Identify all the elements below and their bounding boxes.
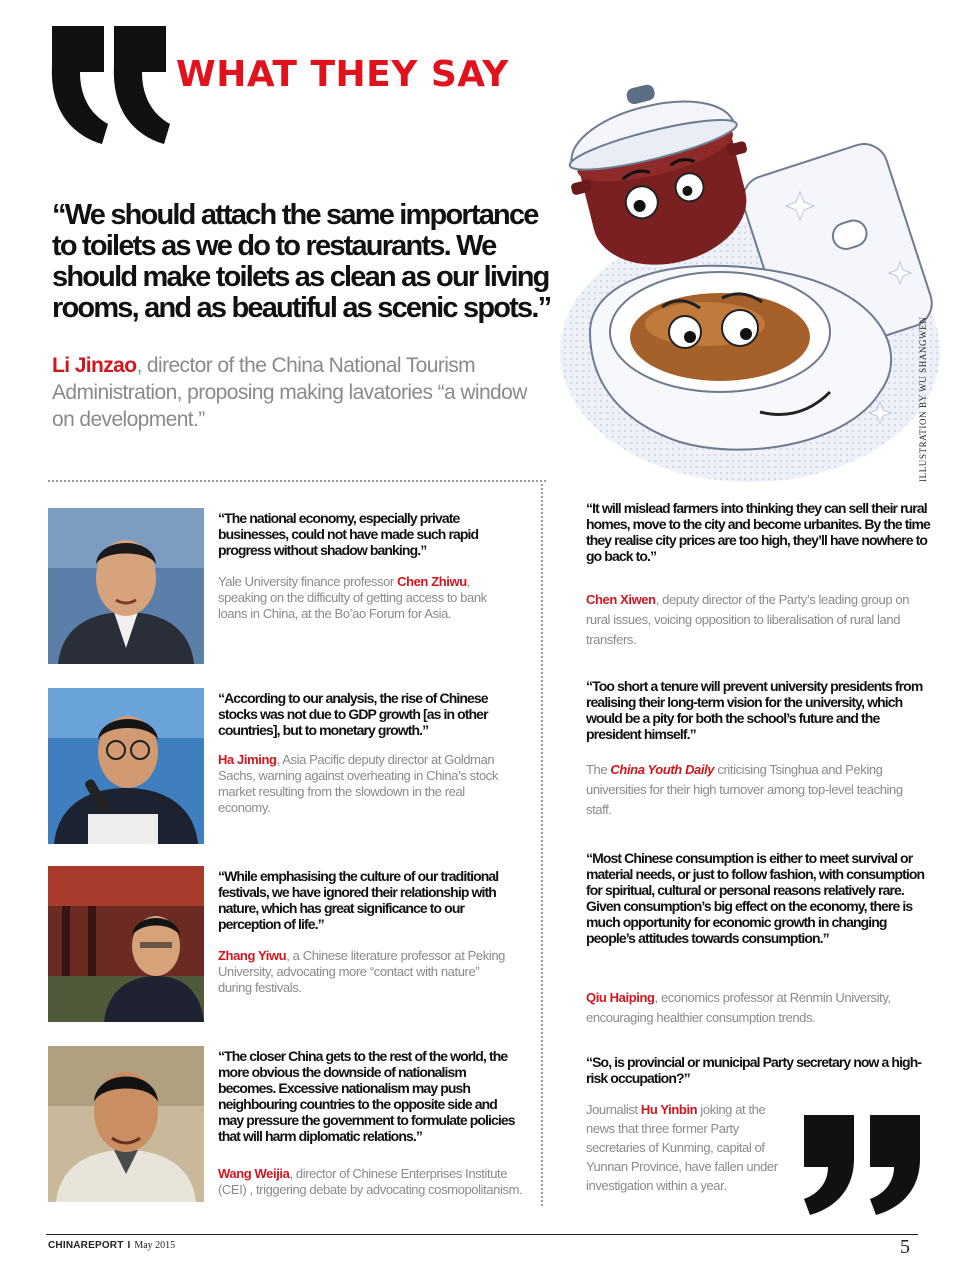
quote-text: “So, is provincial or municipal Party secretary now a high-risk occupation?”: [586, 1054, 922, 1086]
quote-text: “While emphasising the culture of our traditional festivals, we have ignored their relationship with nature, which has great significance to our perception of life.”: [218, 868, 499, 932]
footer-date: May 2015: [134, 1240, 176, 1251]
photo-zhang-yiwu: [48, 866, 204, 1022]
quote-attribution: Yale University finance professor Chen Zhiwu, speaking on the difficulty of getting access to bank loans in China, at the Bo’ao Forum for Asia.: [218, 574, 487, 621]
quote-attribution: Journalist Hu Yinbin joking at the news that three former Party secretaries of Kunming, capital of Yunnan Province, have fallen under investigation within a year.: [586, 1102, 778, 1193]
photo-wang-weijia: [48, 1046, 204, 1202]
quote-text: “The closer China gets to the rest of the world, the more obvious the downside of nationalism becomes. Excessive nationalism may push neighbouring countries to the opposite side and may pressure the government to formulate policies that will harm diplomatic relations.”: [218, 1048, 515, 1144]
speaker-name: Ha Jiming: [218, 752, 277, 767]
speaker-name: Chen Xiwen: [586, 592, 656, 607]
quote-text: “According to our analysis, the rise of Chinese stocks was not due to GDP growth [as in other countries], but to monetary growth.”: [218, 690, 488, 738]
page-number: 5: [900, 1236, 910, 1258]
quote-text: “Most Chinese consumption is either to meet survival or material needs, or just to follow fashion, with consumption for spiritual, cultural or personal reasons relatively rare. Given consumption’s big effect on the economy, there is much opportunity for economic growth in changing people’s attitudes towards consumption.”: [586, 850, 925, 946]
horizontal-dotted-divider: [48, 480, 546, 482]
quote-text: “The national economy, especially private businesses, could not have made such rapid progress without shadow banking.”: [218, 510, 479, 558]
quote-attribution: Zhang Yiwu, a Chinese literature professor at Peking University, advocating more “contact with nature” during festivals.: [218, 948, 506, 995]
footer-separator: I: [127, 1240, 131, 1251]
lead-quote: “We should attach the same importance to toilets as we do to restaurants. We should make toilets as clean as our living rooms, and as beautiful as scenic spots.”: [52, 199, 551, 324]
lead-speaker-name: Li Jinzao: [52, 354, 137, 377]
quote-text: “Too short a tenure will prevent university presidents from realising their long-term vision for the university, which would be a pity for both the school’s future and the president himself.”: [586, 678, 923, 742]
quote-attribution: Ha Jiming, Asia Pacific deputy director at Goldman Sachs, warning against overheating in China’s stock market resulting from the slowdown in the real economy.: [218, 752, 498, 815]
footer-brand: CHINAREPORT: [48, 1240, 124, 1251]
speaker-name: Zhang Yiwu: [218, 948, 287, 963]
illustration-credit: ILLUSTRATION BY WU SHANGWEN: [918, 316, 928, 482]
photo-chen-zhiwu: [48, 508, 204, 664]
quote-attribution: The China Youth Daily criticising Tsinghua and Peking universities for their high turnover among top-level teaching staff.: [586, 762, 903, 817]
quote-text: “It will mislead farmers into thinking they can sell their rural homes, move to the city and become urbanites. By the time they realise city prices are too high, they’ll have nowhere to go back to.”: [586, 500, 930, 564]
vertical-dotted-divider: [541, 484, 543, 1206]
speaker-name: Hu Yinbin: [640, 1102, 698, 1117]
speaker-name: Chen Zhiwu: [397, 574, 467, 589]
section-title: WHAT THEY SAY: [176, 54, 509, 95]
footer-publication: [48, 1240, 175, 1251]
quote-attribution: Qiu Haiping, economics professor at Renmin University, encouraging healthier consumption trends.: [586, 990, 891, 1025]
toilet-pot-illustration: [550, 62, 960, 492]
lead-attribution-text: , director of the China National Tourism Administration, proposing making lavatories “a window on development.”: [52, 354, 527, 431]
close-quote-mark: [800, 1115, 928, 1215]
quote-attribution: Chen Xiwen, deputy director of the Party’s leading group on rural issues, voicing opposition to liberalisation of rural land transfers.: [586, 592, 910, 647]
footer-rule: [46, 1234, 918, 1235]
open-quote-mark: [46, 26, 176, 146]
speaker-name: Qiu Haiping: [586, 990, 655, 1005]
quote-attribution: Wang Weijia, director of Chinese Enterprises Institute (CEI) , triggering debate by advocating cosmopolitanism.: [218, 1166, 523, 1197]
speaker-name: Wang Weijia: [218, 1166, 290, 1181]
lead-attribution: [52, 352, 552, 433]
photo-ha-jiming: [48, 688, 204, 844]
speaker-name: China Youth Daily: [610, 762, 715, 777]
